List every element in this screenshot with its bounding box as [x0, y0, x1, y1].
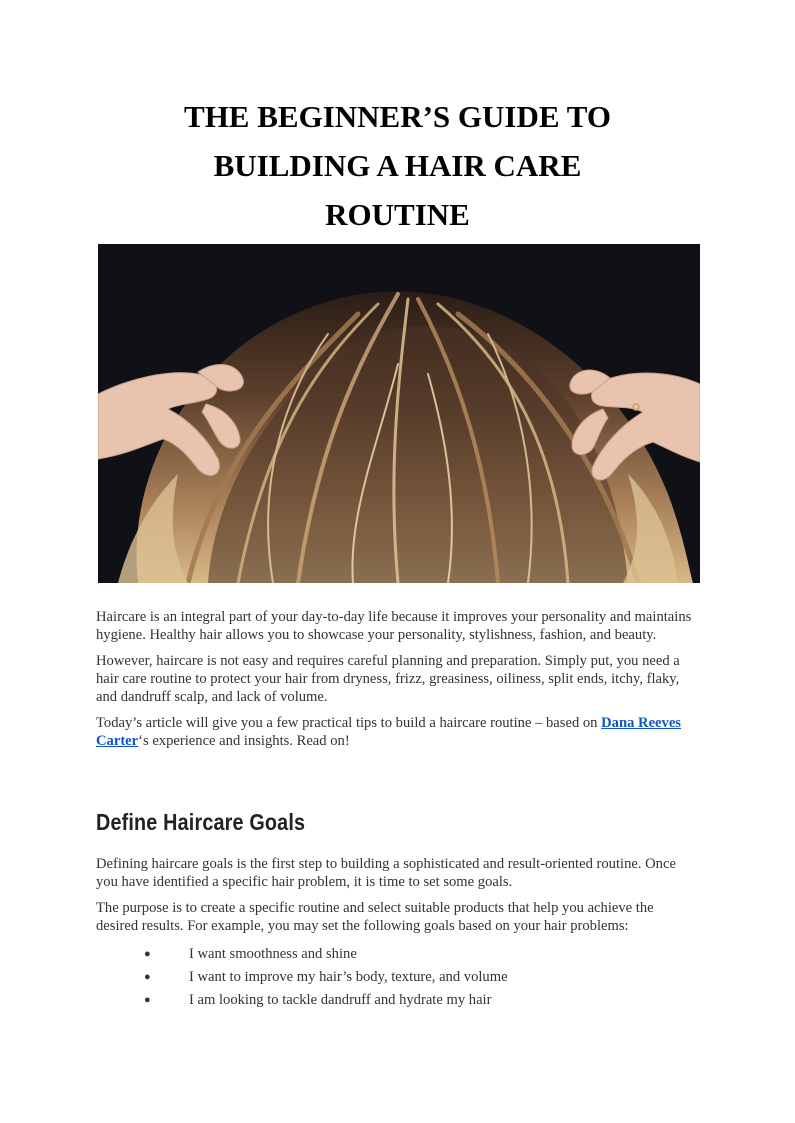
intro-paragraph-2: However, haircare is not easy and requires careful planning and preparation. Simply put, you need a hair care routine to protect your hair from dryness, frizz, greasiness, oiliness, split ends, itchy, flaky, and dandruff scalp, and lack of volume. [96, 653, 680, 705]
intro-paragraph-1: Haircare is an integral part of your day-to-day life because it improves your personality and maintains hygiene. Healthy hair allows you to showcase your personality, stylishness, fashion, and beauty. [96, 609, 692, 643]
bullet-icon: ● [144, 948, 151, 960]
hero-image [98, 244, 700, 583]
list-item [96, 943, 696, 966]
hair-illustration [98, 244, 700, 583]
intro-paragraph-3-after: ‘s experience and insights. Read on! [138, 733, 350, 749]
intro-paragraph-3 [96, 714, 696, 750]
goal-text: I want smoothness and shine [189, 946, 357, 962]
goals-section [96, 855, 696, 1012]
title-line-1: THE BEGINNER’S GUIDE TO [184, 99, 611, 134]
intro-paragraph-3-before: Today’s article will give you a few practical tips to build a haircare routine – based on [96, 715, 602, 731]
intro-section [96, 608, 696, 758]
goals-paragraph-2: The purpose is to create a specific routine and select suitable products that help you achieve the desired results. For example, you may set the following goals based on your hair problems: [96, 900, 654, 934]
article-title [96, 92, 699, 239]
title-line-2: BUILDING A HAIR CARE [213, 148, 582, 183]
goals-list [96, 943, 696, 1012]
goals-paragraph-1: Defining haircare goals is the first step to building a sophisticated and result-oriented routine. Once you have identified a specific hair problem, it is time to set some goals. [96, 856, 676, 890]
list-item [96, 966, 696, 989]
title-line-3: ROUTINE [325, 197, 470, 232]
author-link[interactable]: Dana Reeves Carter [96, 715, 681, 749]
goal-text: I am looking to tackle dandruff and hydrate my hair [189, 992, 492, 1008]
bullet-icon: ● [144, 971, 151, 983]
bullet-icon: ● [144, 994, 151, 1006]
section-heading: Define Haircare Goals [96, 809, 306, 835]
goal-text: I want to improve my hair’s body, texture, and volume [189, 969, 508, 985]
list-item [96, 989, 696, 1012]
